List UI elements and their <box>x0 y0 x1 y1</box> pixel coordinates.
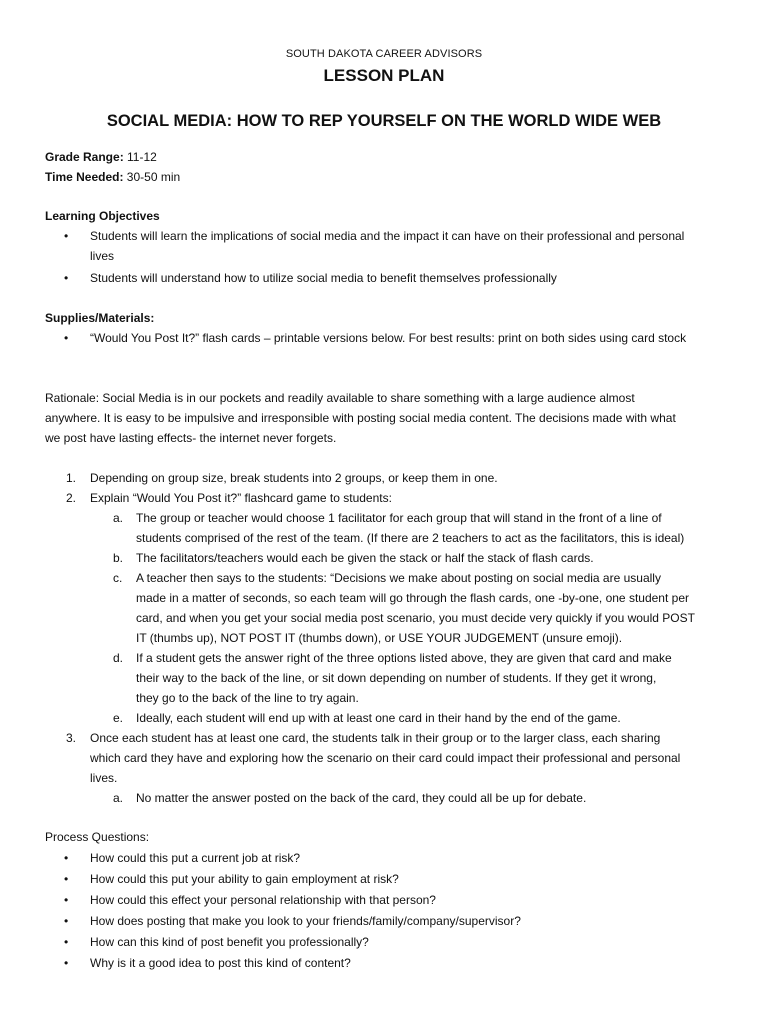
substep-text: they go to the back of the line to try again. <box>136 691 359 705</box>
bullet-icon: • <box>64 956 69 970</box>
bullet-icon: • <box>64 935 69 949</box>
grade-range-label: Grade Range: <box>45 150 124 164</box>
grade-range <box>45 150 157 164</box>
time-needed <box>45 170 180 184</box>
step-number: 3. <box>66 731 77 745</box>
substep-text: The group or teacher would choose 1 facilitator for each group that will stand in the front of a line of <box>136 511 662 525</box>
step-number: 1. <box>66 471 77 485</box>
process-question: How can this kind of post benefit you professionally? <box>90 935 369 949</box>
bullet-icon: • <box>64 893 69 907</box>
bullet-icon: • <box>64 331 69 345</box>
substep-text: made in a matter of seconds, so each team will go through the flash cards, one -by-one, one student per <box>136 591 689 605</box>
process-heading: Process Questions: <box>45 830 150 844</box>
step-text: which card they have and exploring how the scenario on their card could impact their professional and personal <box>90 751 681 765</box>
substep-text: The facilitators/teachers would each be given the stack or half the stack of flash cards. <box>136 551 594 565</box>
process-question: How could this put a current job at risk? <box>90 851 301 865</box>
rationale-line: Rationale: Social Media is in our pockets and readily available to share something with a large audience almost <box>45 391 635 405</box>
rationale-line: anywhere. It is easy to be impulsive and irresponsible with posting social media content. The decisions made with what <box>45 411 676 425</box>
grade-range-value: 11-12 <box>123 150 157 164</box>
substep-text: A teacher then says to the students: “Decisions we make about posting on social media are usually <box>136 571 661 585</box>
step-text: lives. <box>90 771 118 785</box>
supply-item: “Would You Post It?” flash cards – printable versions below. For best results: print on both sides using card stock <box>90 331 687 345</box>
document-type: LESSON PLAN <box>323 66 445 85</box>
substep-letter: e. <box>113 711 124 725</box>
step-number: 2. <box>66 491 77 505</box>
process-question: Why is it a good idea to post this kind of content? <box>90 956 351 970</box>
bullet-icon: • <box>64 851 69 865</box>
substep-text: Ideally, each student will end up with at least one card in their hand by the end of the game. <box>136 711 621 725</box>
substep-letter: a. <box>113 511 124 525</box>
bullet-icon: • <box>64 271 69 285</box>
bullet-icon: • <box>64 229 69 243</box>
substep-letter: c. <box>113 571 123 585</box>
step-text: Explain “Would You Post it?” flashcard game to students: <box>90 491 392 505</box>
bullet-icon: • <box>64 914 69 928</box>
substep-text: IT (thumbs up), NOT POST IT (thumbs down), or USE YOUR JUDGEMENT (unsure emoji). <box>136 631 623 645</box>
substep-text: card, and when you get your social media post scenario, you must decide very quickly if you would POST <box>136 611 695 625</box>
substep-letter: a. <box>113 791 124 805</box>
step-text: Once each student has at least one card, the students talk in their group or to the larger class, each sharing <box>90 731 661 745</box>
time-needed-value: 30-50 min <box>123 170 181 184</box>
process-question: How could this effect your personal relationship with that person? <box>90 893 436 907</box>
supplies-heading: Supplies/Materials: <box>45 311 155 325</box>
substep-letter: d. <box>113 651 124 665</box>
objective-item: Students will understand how to utilize social media to benefit themselves professionally <box>90 271 557 285</box>
objective-item-cont: lives <box>90 249 115 263</box>
process-question: How does posting that make you look to your friends/family/company/supervisor? <box>90 914 521 928</box>
step-text: Depending on group size, break students into 2 groups, or keep them in one. <box>90 471 498 485</box>
substep-text: If a student gets the answer right of the three options listed above, they are given that card and make <box>136 651 672 665</box>
time-needed-label: Time Needed: <box>45 170 124 184</box>
organization-name: SOUTH DAKOTA CAREER ADVISORS <box>285 48 483 60</box>
process-question: How could this put your ability to gain employment at risk? <box>90 872 399 886</box>
rationale-line: we post have lasting effects- the internet never forgets. <box>45 431 337 445</box>
bullet-icon: • <box>64 872 69 886</box>
substep-text: their way to the back of the line, or sit down depending on number of students. If they get it wrong, <box>136 671 657 685</box>
substep-letter: b. <box>113 551 124 565</box>
objectives-heading: Learning Objectives <box>45 209 160 223</box>
objective-item: Students will learn the implications of social media and the impact it can have on their professional and personal <box>90 229 685 243</box>
substep-text: No matter the answer posted on the back of the card, they could all be up for debate. <box>136 791 587 805</box>
page-title: SOCIAL MEDIA: HOW TO REP YOURSELF ON THE WORLD WIDE WEB <box>106 112 662 130</box>
substep-text: students comprised of the rest of the team. (If there are 2 teachers to act as the facilitators, this is ideal) <box>136 531 685 545</box>
